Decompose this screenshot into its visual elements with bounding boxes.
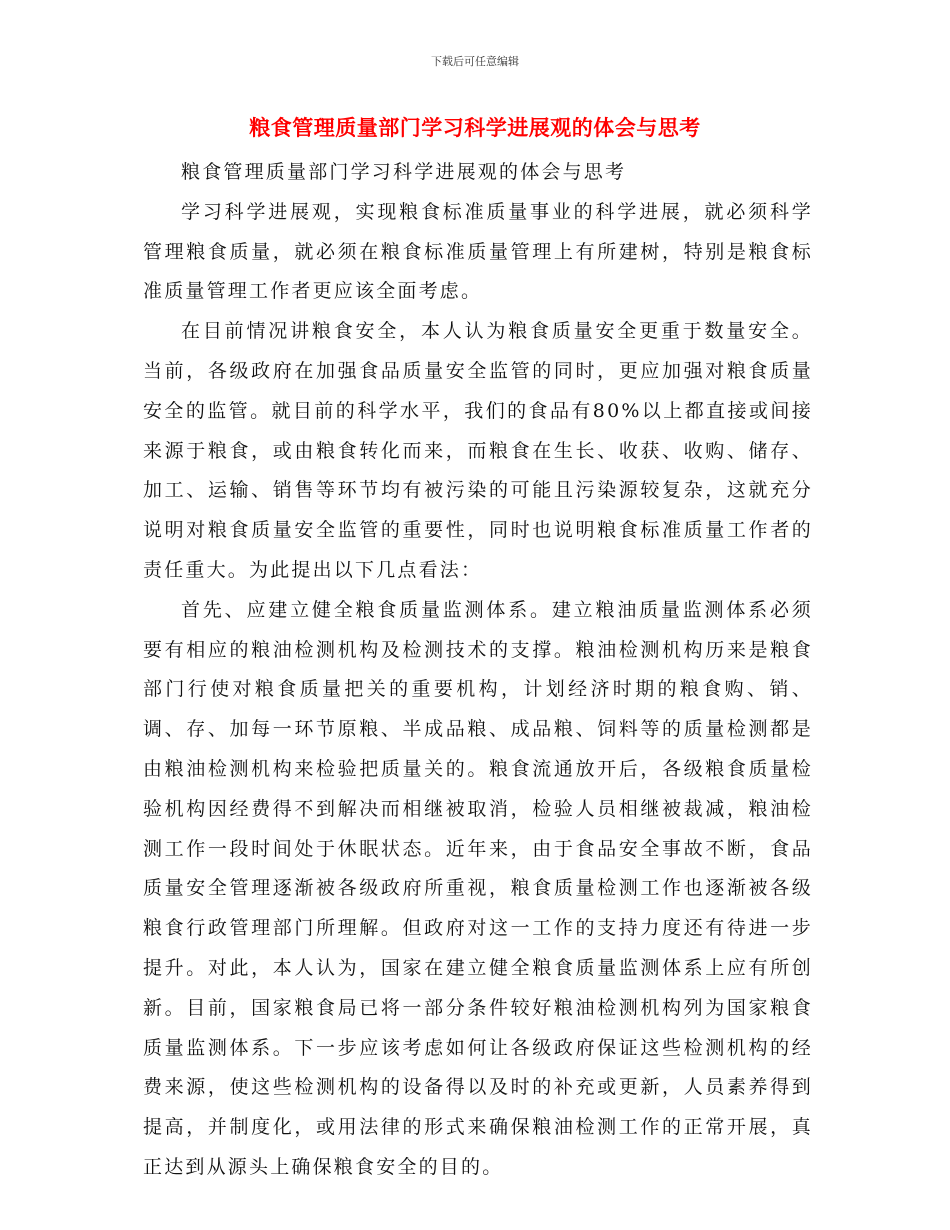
document-body <box>143 153 813 1188</box>
paragraph-monitoring-system: 首先、应建立健全粮食质量监测体系。建立粮油质量监测体系必须要有相应的粮油检测机构及检测技术的支撑。粮油检测机构历来是粮食部门行使对粮食质量把关的重要机构，计划经济时期的粮食购、销、调、存、加每一环节原粮、半成品粮、成品粮、饲料等的质量检测都是由粮油检测机构来检验把质量关的。粮食流通放开后，各级粮食质量检验机构因经费得不到解决而相继被取消，检验人员相继被裁减，粮油检测工作一段时间处于休眠状态。近年来，由于食品安全事故不断，食品质量安全管理逐渐被各级政府所重视，粮食质量检测工作也逐渐被各级粮食行政管理部门所理解。但政府对这一工作的支持力度还有待进一步提升。对此，本人认为，国家在建立健全粮食质量监测体系上应有所创新。目前，国家粮食局已将一部分条件较好粮油检测机构列为国家粮食质量监测体系。下一步应该考虑如何让各级政府保证这些检测机构的经费来源，使这些检测机构的设备得以及时的补充或更新，人员素养得到提高，并制度化，或用法律的形式来确保粮油检测工作的正常开展，真正达到从源头上确保粮食安全的目的。 <box>143 598 813 1178</box>
paragraph-subtitle: 粮食管理质量部门学习科学进展观的体会与思考 <box>181 161 627 183</box>
document-title: 粮食管理质量部门学习科学进展观的体会与思考 <box>249 116 701 140</box>
paragraph-intro: 学习科学进展观，实现粮食标准质量事业的科学进展，就必须科学管理粮食质量，就必须在粮食标准质量管理上有所建树，特别是粮食标准质量管理工作者更应该全面考虑。 <box>143 200 813 303</box>
paragraph-food-safety: 在目前情况讲粮食安全，本人认为粮食质量安全更重于数量安全。当前，各级政府在加强食品质量安全监管的同时，更应加强对粮食质量安全的监管。就目前的科学水平，我们的食品有80%以上都直接或间接来源于粮食，或由粮食转化而来，而粮食在生长、收获、收购、储存、加工、运输、销售等环节均有被污染的可能且污染源较复杂，这就充分说明对粮食质量安全监管的重要性，同时也说明粮食标准质量工作者的责任重大。为此提出以下几点看法： <box>143 320 813 581</box>
page-header-note: 下载后可任意编辑 <box>431 55 519 68</box>
